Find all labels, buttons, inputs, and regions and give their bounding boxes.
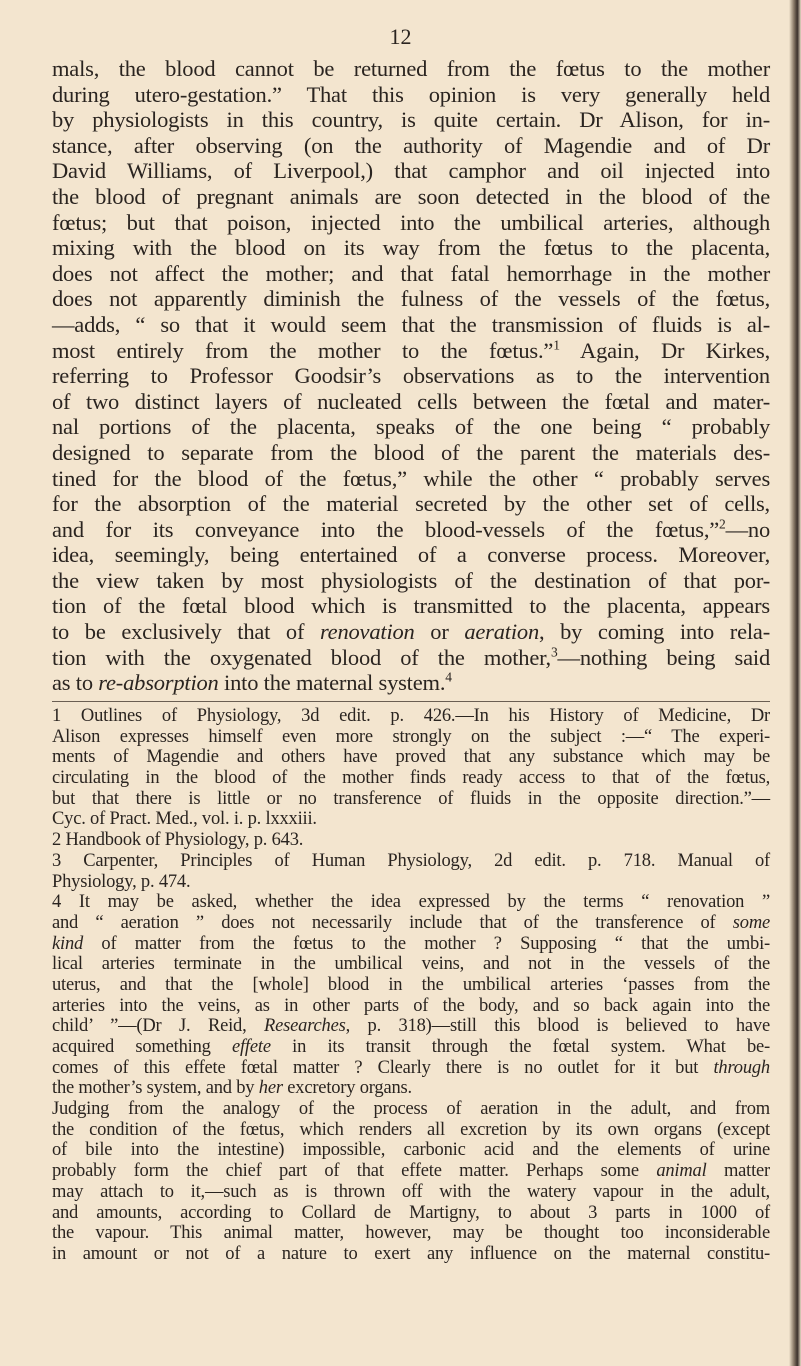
text-segment: —nothing being said (557, 644, 771, 670)
text-segment: and for its conveyance into the blood-vessels of the fœtus,” (52, 516, 720, 542)
text-segment: in its transit through the fœtal system. What be- (270, 1037, 771, 1057)
body-line (52, 56, 770, 82)
text-segment: Alison expresses himself even more strongly on the subject :—“ The experi- (52, 726, 770, 747)
text-segment: —adds, “ so that it would seem that the transmission of fluids is al- (52, 311, 770, 337)
italic-text: renovation (319, 619, 415, 645)
text-segment: —no (725, 516, 770, 542)
text-segment: of two distinct layers of nucleated cells between the fœtal and mater- (52, 388, 770, 414)
text-segment: and “ aeration ” does not necessarily include that of the transference of (52, 912, 733, 933)
text-segment: 3 Carpenter, Principles of Human Physiology, 2d edit. p. 718. Manual of (52, 850, 770, 871)
footnote-line (52, 727, 770, 748)
body-line (52, 542, 770, 568)
text-segment: tined for the blood of the fœtus,” while the other “ probably serves (52, 465, 770, 491)
footnote-line (52, 768, 770, 789)
footnote-line (52, 975, 770, 996)
body-line (52, 389, 770, 415)
footnote-marker: 3 (550, 644, 558, 660)
body-line (52, 184, 770, 210)
text-segment: 4 It may be asked, whether the idea expressed by the terms “ renovation ” (52, 892, 770, 913)
text-segment: during utero-gestation.” That this opinion is very generally held (52, 81, 770, 107)
footnote-line (52, 1099, 770, 1120)
body-line (52, 261, 770, 287)
footnote-line (52, 809, 770, 830)
footnote-line (52, 706, 770, 727)
footnote-line (52, 1037, 770, 1058)
text-segment: excretory organs. (282, 1078, 412, 1099)
footnote-line (52, 830, 770, 851)
footnote-line (52, 872, 770, 893)
text-segment: tion with the oxygenated blood of the mother, (52, 644, 551, 670)
text-segment: Cyc. of Pract. Med., vol. i. p. lxxxiii. (52, 809, 317, 830)
body-line (52, 517, 770, 543)
footnote-marker: 2 (719, 516, 726, 532)
text-segment: Again, Dr Kirkes, (559, 337, 771, 363)
text-segment: to be exclusively that of (52, 619, 320, 645)
italic-text: aeration (464, 619, 539, 645)
footnotes (52, 706, 770, 1265)
text-segment: the mother’s system, and by (52, 1078, 259, 1099)
italic-text: her (258, 1078, 283, 1099)
text-segment: 2 Handbook of Physiology, p. 643. (52, 830, 304, 851)
text-segment: mals, the blood cannot be returned from the fœtus to the mother (52, 56, 770, 81)
body-line (52, 645, 770, 671)
text-segment: David Williams, of Liverpool,) that camphor and oil injected into (52, 158, 770, 184)
body-line (52, 568, 770, 594)
text-segment: or (414, 619, 465, 645)
page-edge-shadow (789, 0, 801, 1366)
italic-text: kind (52, 933, 84, 954)
italic-text: re-absorption (98, 670, 219, 696)
text-segment: ments of Magendie and others have proved that any substance which may be (52, 747, 770, 768)
text-segment: comes of this effete fœtal matter ? Clearly there is no outlet for it but (52, 1057, 714, 1078)
italic-text: through (713, 1057, 770, 1078)
body-line (52, 338, 770, 364)
footnote-line (52, 789, 770, 810)
text-segment: of bile into the intestine) impossible, carbonic acid and the elements of urine (52, 1140, 770, 1161)
text-segment: arteries into the veins, as in other parts of the body, and so back again into the (52, 995, 770, 1016)
italic-text: Researches (264, 1016, 346, 1037)
text-segment: tion of the fœtal blood which is transmitted to the placenta, appears (52, 593, 770, 619)
body-line (52, 133, 770, 159)
body-line (52, 440, 770, 466)
body-line (52, 414, 770, 440)
footnote-line (52, 747, 770, 768)
footnote-line (52, 1058, 770, 1079)
body-line (52, 82, 770, 108)
body-line (52, 312, 770, 338)
text-segment: uterus, and that the [whole] blood in the umbilical arteries ‘passes from the (52, 974, 770, 995)
text-segment: fœtus; but that poison, injected into the umbilical arteries, although (52, 209, 770, 235)
text-segment: Judging from the analogy of the process of aeration in the adult, and from (52, 1099, 770, 1120)
text-segment: child’ ”—(Dr J. Reid, (52, 1016, 265, 1037)
text-segment: as to (52, 670, 99, 696)
text-segment: , p. 318)—still this blood is believed to have (345, 1016, 770, 1037)
text-segment: idea, seemingly, being entertained of a converse process. Moreover, (52, 542, 770, 568)
body-line (52, 210, 770, 236)
body-line (52, 286, 770, 312)
text-segment: 1 Outlines of Physiology, 3d edit. p. 426.—In his History of Medicine, Dr (52, 706, 770, 726)
body-line (52, 235, 770, 261)
body-line (52, 491, 770, 517)
text-segment: stance, after observing (on the authority of Magendie and of Dr (52, 132, 770, 158)
body-line (52, 466, 770, 492)
text-segment: most entirely from the mother to the fœtus.” (52, 337, 554, 363)
text-segment: into the maternal system. (218, 670, 446, 696)
text-segment: does not affect the mother; and that fatal hemorrhage in the mother (52, 260, 770, 286)
italic-text: some (732, 912, 770, 933)
italic-text: effete (231, 1037, 271, 1057)
text-segment: mixing with the blood on its way from the fœtus to the placenta, (52, 235, 770, 261)
text-segment: but that there is little or no transference of fluids in the opposite direction.”— (52, 788, 770, 809)
footnote-line (52, 892, 770, 913)
body-line (52, 158, 770, 184)
text-segment: may attach to it,—such as is thrown off with the watery vapour in the adult, (52, 1181, 770, 1202)
text-segment: the vapour. This animal matter, however, may be thought too inconsiderable (52, 1223, 770, 1244)
body-text (52, 56, 770, 696)
footnote-line (52, 851, 770, 872)
text-segment: , by coming into rela- (539, 619, 770, 645)
footnote-marker: 1 (553, 337, 560, 353)
footnote-line (52, 1203, 770, 1224)
text-segment: nal portions of the placenta, speaks of the one being “ probably (52, 414, 770, 440)
text-segment: does not apparently diminish the fulness of the vessels of the fœtus, (52, 286, 770, 312)
footnote-line (52, 1161, 770, 1182)
footnote-line (52, 934, 770, 955)
footnote-line (52, 1182, 770, 1203)
body-line (52, 619, 770, 645)
footnote-line (52, 1223, 770, 1244)
body-line (52, 107, 770, 133)
text-segment: the condition of the fœtus, which renders all excretion by its own organs (except (52, 1119, 770, 1140)
text-segment: by physiologists in this country, is quite certain. Dr Alison, for in- (52, 107, 770, 133)
italic-text: animal (656, 1161, 707, 1182)
text-segment: in amount or not of a nature to exert any influence on the maternal constitu- (52, 1243, 770, 1264)
body-line (52, 363, 770, 389)
footnote-line (52, 1140, 770, 1161)
text-segment: lical arteries terminate in the umbilical veins, and not in the vessels of the (52, 954, 770, 975)
footnote-line (52, 1120, 770, 1141)
text-segment: and amounts, according to Collard de Martigny, to about 3 parts in 1000 of (52, 1202, 770, 1223)
page-number: 12 (389, 24, 412, 49)
text-segment: circulating in the blood of the mother finds ready access to that of the fœtus, (52, 768, 770, 789)
footnote-line (52, 1016, 770, 1037)
footnote-line (52, 1078, 770, 1099)
body-line (52, 593, 770, 619)
text-segment: of matter from the fœtus to the mother ? Supposing “ that the umbi- (83, 933, 770, 954)
footnote-line (52, 996, 770, 1017)
footnote-marker: 4 (445, 669, 452, 685)
footnote-line (52, 1244, 770, 1265)
footnote-line (52, 913, 770, 934)
text-segment: for the absorption of the material secreted by the other set of cells, (52, 491, 770, 517)
text-segment: matter (706, 1161, 770, 1182)
footnote-divider (52, 701, 770, 702)
text-segment: referring to Professor Goodsir’s observations as to the intervention (52, 363, 770, 389)
footnote-line (52, 954, 770, 975)
text-segment: the blood of pregnant animals are soon detected in the blood of the (52, 183, 770, 209)
text-segment: Physiology, p. 474. (52, 871, 191, 892)
body-line (52, 670, 770, 696)
text-segment: acquired something (52, 1037, 232, 1057)
text-segment: designed to separate from the blood of the parent the materials des- (52, 439, 770, 465)
text-segment: probably form the chief part of that effete matter. Perhaps some (52, 1161, 657, 1182)
text-segment: the view taken by most physiologists of the destination of that por- (52, 567, 770, 593)
